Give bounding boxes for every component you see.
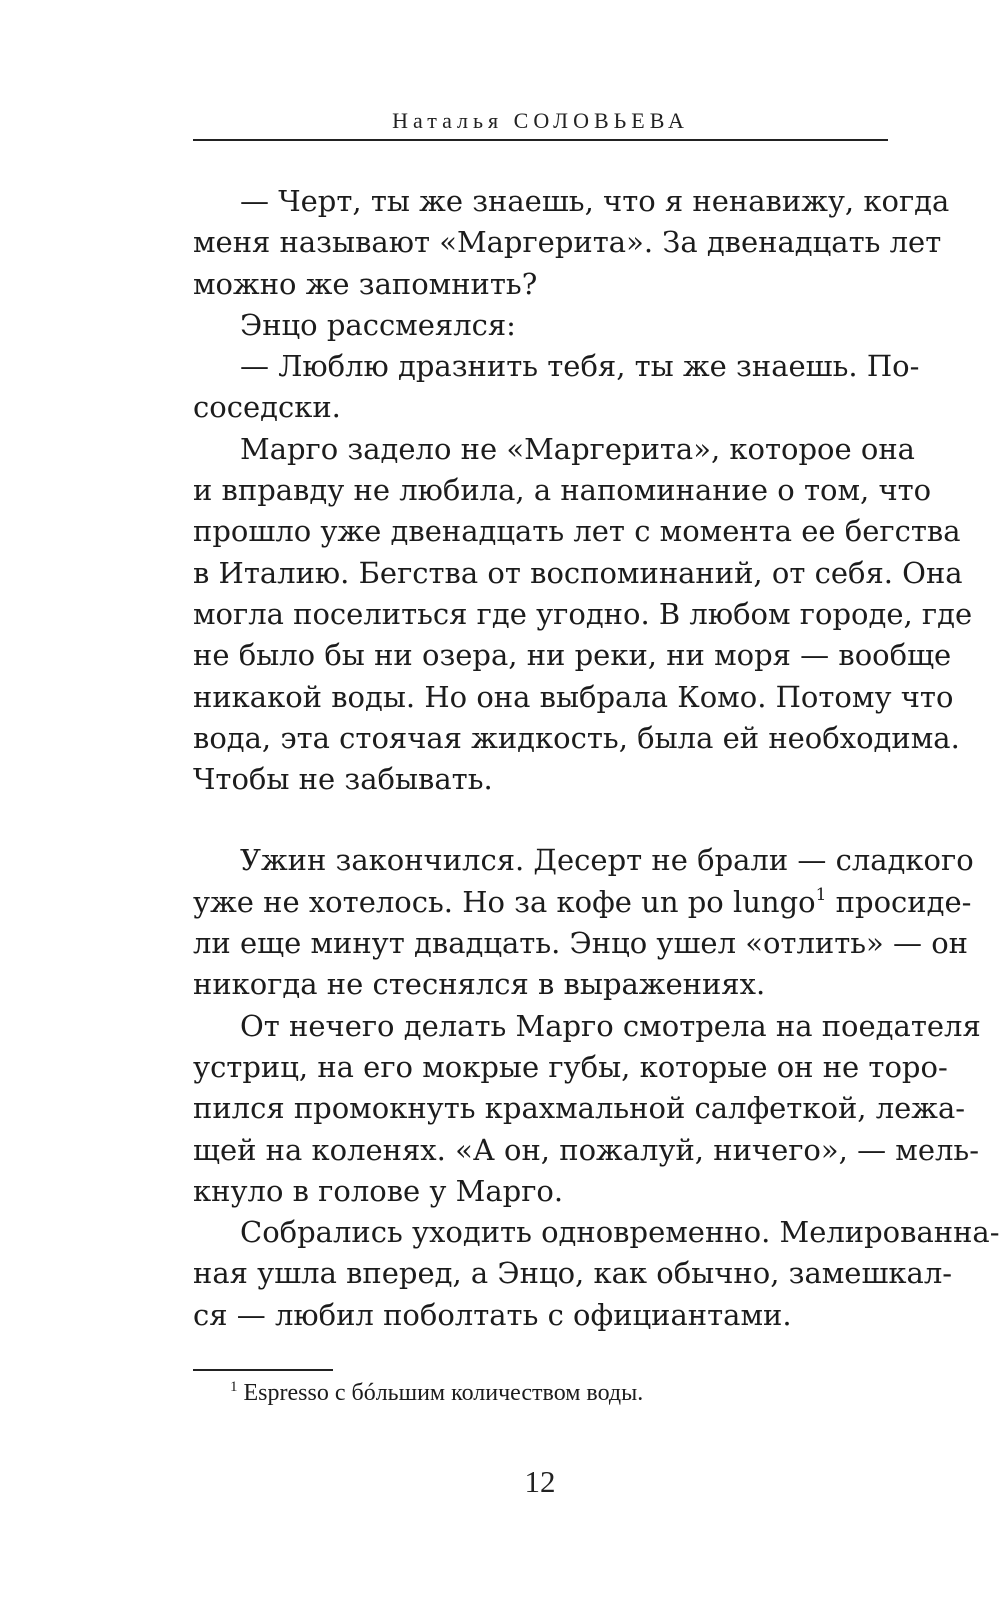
text-segment: уже не хотелось. Но за кофе un po lungo: [193, 884, 816, 919]
text-line: вода, эта стоячая жидкость, была ей необходима.: [193, 720, 960, 755]
text-line: Собрались уходить одновременно. Мелированна-: [240, 1215, 1000, 1250]
text-line: Чтобы не забывать.: [193, 762, 493, 797]
text-line: соседски.: [193, 390, 341, 425]
text-line: прошло уже двенадцать лет с момента ее бегства: [193, 514, 961, 549]
text-line: ная ушла вперед, а Энцо, как обычно, замешкал-: [193, 1256, 953, 1291]
text-line: никакой воды. Но она выбрала Комо. Потому что: [193, 679, 954, 714]
text-line: в Италию. Бегства от воспоминаний, от себя. Она: [193, 555, 963, 590]
text-segment: просиде-: [835, 884, 972, 919]
text-line: — Люблю дразнить тебя, ты же знаешь. По-: [240, 349, 920, 384]
footnote-reference[interactable]: 1: [815, 884, 827, 905]
text-line: пился промокнуть крахмальной салфеткой, лежа-: [193, 1091, 966, 1126]
page-number: 12: [524, 1464, 556, 1499]
footnote-rule: [193, 1369, 333, 1371]
text-line: никогда не стеснялся в выражениях.: [193, 967, 766, 1002]
text-line: кнуло в голове у Марго.: [193, 1173, 564, 1208]
text-line: ли еще минут двадцать. Энцо ушел «отлить» — он: [193, 926, 969, 961]
text-line: можно же запомнить?: [193, 266, 538, 301]
text-line: Энцо рассмеялся:: [240, 307, 516, 342]
header-rule: [193, 139, 888, 141]
text-line: ся — любил поболтать с официантами.: [193, 1297, 792, 1332]
footnote: [230, 1380, 643, 1407]
text-line: щей на коленях. «А он, пожалуй, ничего», — мель-: [193, 1132, 980, 1167]
section-break: [193, 800, 888, 840]
text-line: устриц, на его мокрые губы, которые он не торо-: [193, 1049, 948, 1084]
text-line: меня называют «Маргерита». За двенадцать лет: [193, 225, 942, 260]
text-line: От нечего делать Марго смотрела на поедателя: [240, 1008, 981, 1043]
text-line: и вправду не любила, а напоминание о том, что: [193, 473, 932, 508]
text-line: Марго задело не «Маргерита», которое она: [240, 431, 915, 466]
footnote-marker: 1: [230, 1379, 238, 1395]
running-head: Наталья СОЛОВЬЕВА: [392, 108, 689, 133]
text-line: не было бы ни озера, ни реки, ни моря — вообще: [193, 638, 952, 673]
body-text: [193, 181, 1000, 1336]
footnote-text: Espresso с бóльшим количеством воды.: [243, 1380, 644, 1406]
text-line: могла поселиться где угодно. В любом городе, где: [193, 596, 973, 631]
text-line-with-footnote: [193, 882, 972, 923]
text-line: Ужин закончился. Десерт не брали — сладкого: [240, 843, 974, 878]
text-line: — Черт, ты же знаешь, что я ненавижу, когда: [240, 184, 950, 218]
